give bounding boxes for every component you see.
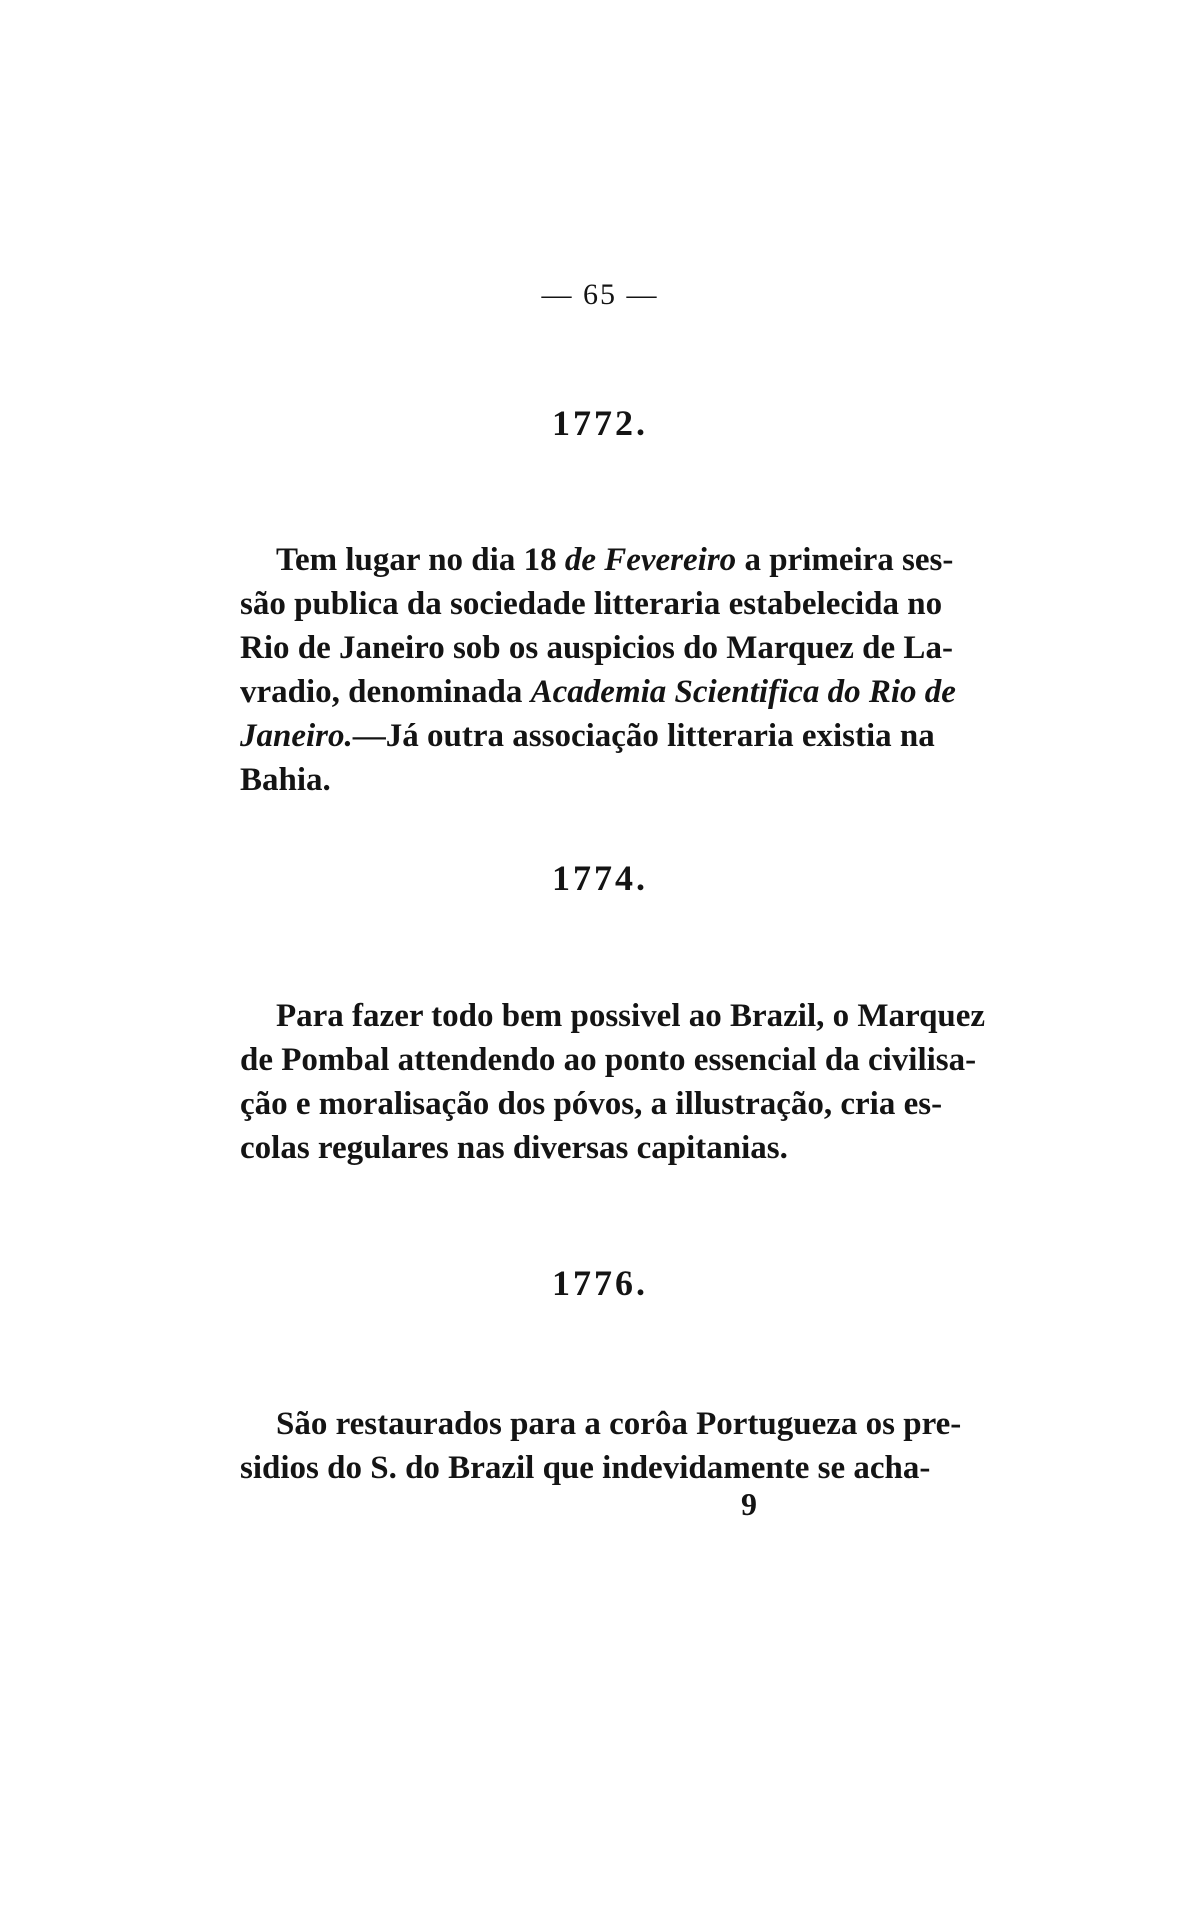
year-heading: 1776. [552, 1263, 648, 1303]
text-line: São restaurados para a corôa Portugueza os pre- [276, 1406, 962, 1442]
text-line: de Pombal attendendo ao ponto essencial da civilisa- [240, 1042, 977, 1078]
signature-mark: 9 [741, 1486, 757, 1522]
text-line: são publica da sociedade litteraria estabelecida no [240, 586, 943, 622]
text-line: vradio, denominada Academia Scientifica do Rio de [240, 674, 956, 710]
paragraph [240, 1402, 962, 1490]
text-line: Para fazer todo bem possivel ao Brazil, o Marquez [276, 998, 986, 1034]
text-line: ção e moralisação dos póvos, a illustração, cria es- [240, 1086, 943, 1122]
italic-text: Janeiro. [240, 718, 353, 754]
year-heading: 1772. [552, 403, 648, 443]
text-line: Tem lugar no dia 18 de Fevereiro a primeira ses- [276, 542, 954, 578]
paragraph [240, 538, 956, 802]
year-heading: 1774. [552, 858, 648, 898]
text-line: sidios do S. do Brazil que indevidamente se acha- [240, 1450, 931, 1486]
text-line: Janeiro.—Já outra associação litteraria existia na [240, 718, 935, 754]
italic-text: de Fevereiro [564, 542, 737, 578]
text-line: Bahia. [240, 762, 331, 798]
text-line: Rio de Janeiro sob os auspicios do Marquez de La- [240, 630, 953, 666]
page-number: — 65 — [541, 278, 659, 311]
italic-text: Academia Scientifica do Rio de [530, 674, 956, 710]
text-line: colas regulares nas diversas capitanias. [240, 1130, 788, 1166]
paragraph [240, 994, 986, 1170]
